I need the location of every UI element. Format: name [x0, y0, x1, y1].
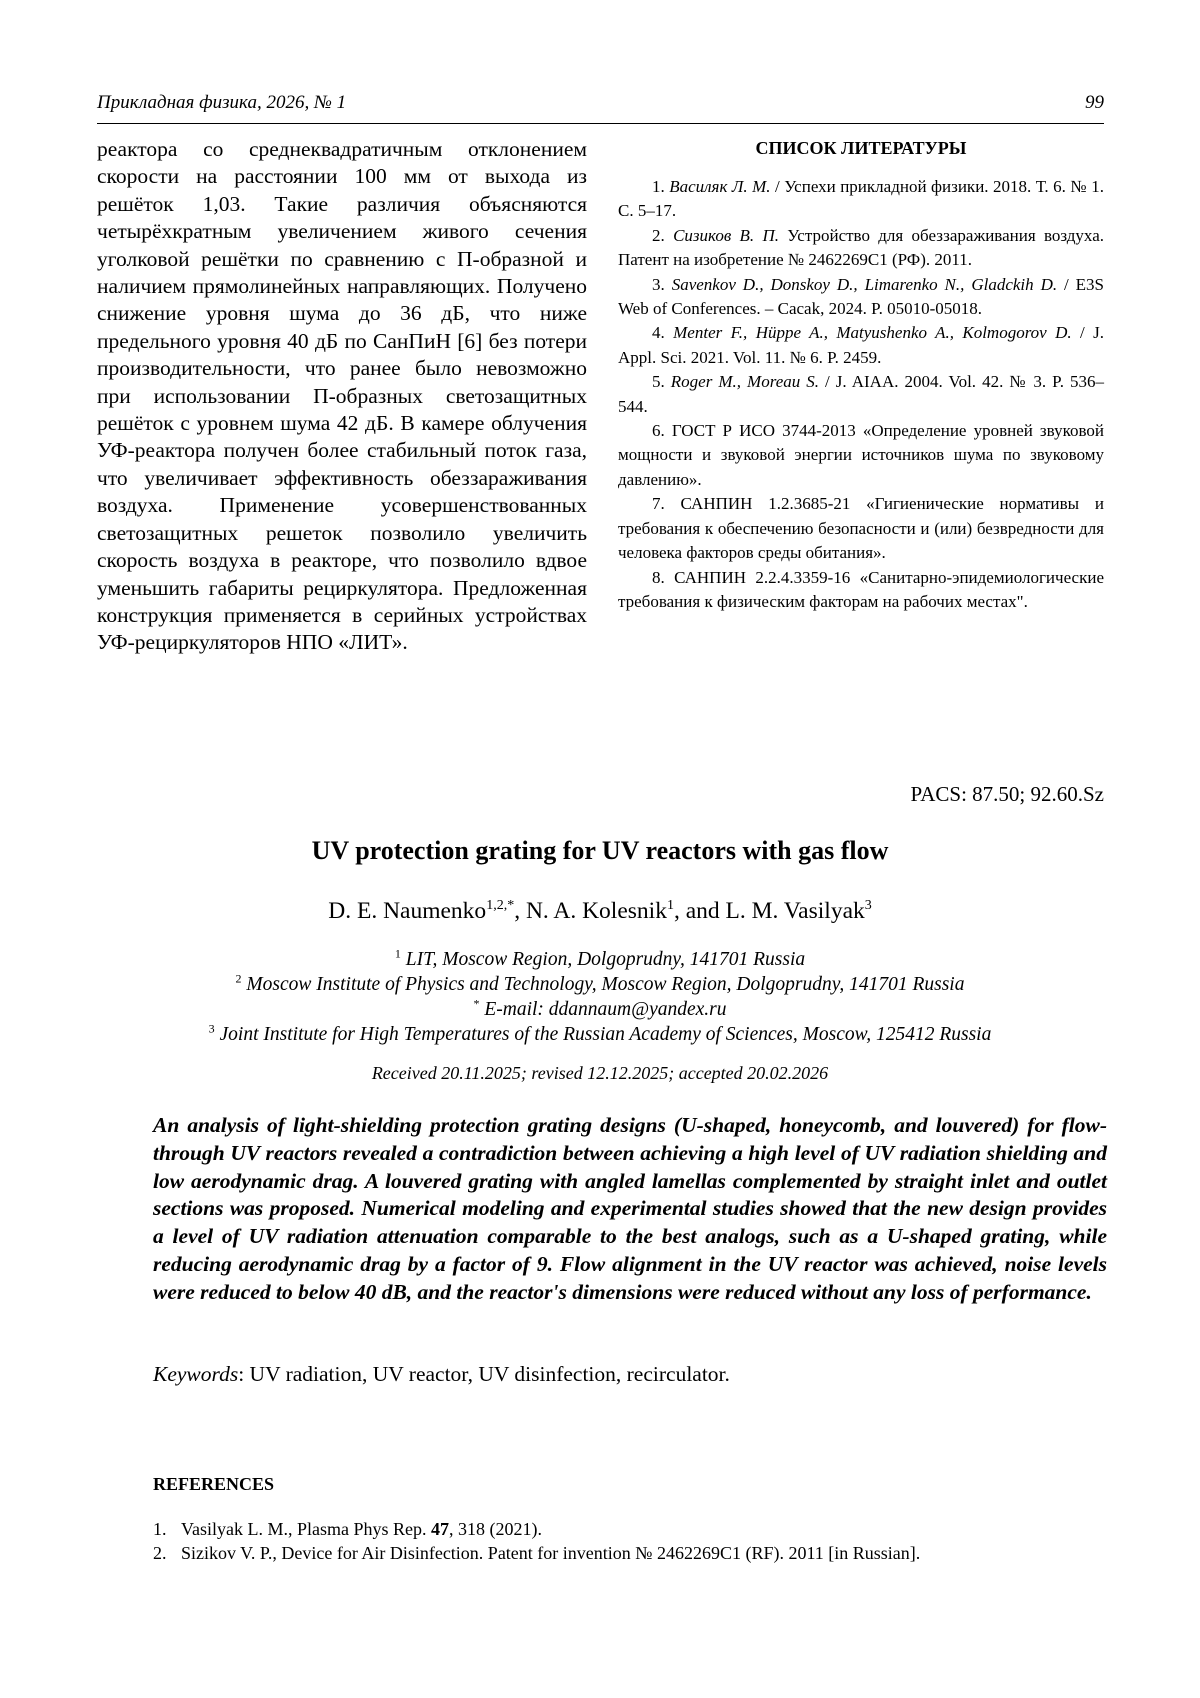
affiliation-email: * E-mail: ddannaum@yandex.ru — [473, 996, 727, 1020]
reference-item: 4. Menter F., Hüppe A., Matyushenko A., Kolmogorov D. / J. Appl. Sci. 2021. Vol. 11. № 6. P. 2459. — [618, 323, 1105, 367]
article-title: UV protection grating for UV reactors with gas flow — [311, 836, 889, 865]
reference-item: 1. Vasilyak L. M., Plasma Phys Rep. 47, 318 (2021). — [153, 1519, 542, 1539]
affiliations — [0, 947, 1200, 1047]
pacs-code: PACS: 87.50; 92.60.Sz — [910, 782, 1104, 806]
references-en — [153, 1474, 1107, 1565]
affiliation: $^2$ Moscow Institute of Physics and Technology, Moscow Region, Dolgoprudny, 141701 Russia — [235, 971, 965, 995]
body-paragraph: реактора со среднеквадратичным отклонением скорости на расстоянии 100 мм от выхода из решёток 1,03. Такие различия объясняются четырёхкратным увеличением живого сечения уголковой решётки по сравнению с П-образной и наличием прямолинейных направляющих. Получено снижение уровня шума до 36 дБ, что ниже предельного уровня 40 дБ по СанПиН [6] без потери производительности, что ранее было невозможно при использовании П-образных светозащитных решёток с уровнем шума 42 дБ. В камере облучения УФ-реактора получен более стабильный поток газа, что увеличивает эффективность обеззараживания воздуха. Применение усовершенствованных светозащитных решеток позволило увеличить скорость воздуха в реакторе, что позволило вдвое уменьшить габариты рециркулятора. Предложенная конструкция применяется в серийных устройствах УФ-рециркуляторов НПО «ЛИТ». — [97, 137, 587, 655]
author-list: D. E. Naumenko$^{1,2,*}$, N. A. Kolesnik$^1$, and L. M. Vasilyak$^3$ — [328, 898, 872, 924]
journal-name: Прикладная физика, 2026, № 1 — [97, 92, 347, 113]
received-dates: Received 20.11.2025; revised 12.12.2025; accepted 20.02.2026 — [371, 1063, 829, 1083]
keywords — [153, 1362, 1107, 1387]
reference-item: 1. Василяк Л. М. / Успехи прикладной физики. 2018. Т. 6. № 1. С. 5–17. — [618, 177, 1104, 221]
running-header — [97, 92, 1104, 114]
right-column — [618, 136, 1104, 614]
references-ru-list — [618, 175, 1104, 614]
references-en-heading: REFERENCES — [153, 1474, 275, 1494]
affiliation: $^3$ Joint Institute for High Temperatures of the Russian Academy of Sciences, Moscow, 125412 Russia — [208, 1021, 992, 1045]
page-number: 99 — [1085, 92, 1104, 113]
reference-item: 6. ГОСТ Р ИСО 3744-2013 «Определение уровней звуковой мощности и звуковой энергии источников шума по звуковому давлению». — [618, 421, 1104, 489]
abstract: An analysis of light-shielding protection grating designs (U-shaped, honeycomb, and louvered) for flow-through UV reactors revealed a contradiction between achieving a high level of UV radiation shielding and low aerodynamic drag. A louvered grating with angled lamellas complemented by straight inlet and outlet sections was proposed. Numerical modeling and experimental studies showed that the new design provides a level of UV radiation attenuation comparable to the best analogs, such as a U-shaped grating, while reducing aerodynamic drag by a factor of 9. Flow alignment in the UV reactor was achieved, noise levels were reduced to below 40 dB, and the reactor's dimensions were reduced without any loss of performance. — [153, 1113, 1107, 1304]
keywords-text: : UV radiation, UV reactor, UV disinfection, recirculator. — [238, 1362, 730, 1386]
reference-item: 8. САНПИН 2.2.4.3359-16 «Санитарно-эпидемиологические требования к физическим факторам на рабочих местах". — [618, 567, 1105, 611]
affiliation: $^1$ LIT, Moscow Region, Dolgoprudny, 141701 Russia — [394, 946, 806, 970]
reference-item: 2. Sizikov V. P., Device for Air Disinfection. Patent for invention № 2462269C1 (RF). 2011 [in Russian]. — [153, 1543, 921, 1563]
reference-item: 2. Сизиков В. П. Устройство для обеззараживания воздуха. Патент на изобретение № 2462269С1 (РФ). 2011. — [618, 225, 1104, 270]
references-ru-heading: СПИСОК ЛИТЕРАТУРЫ — [755, 138, 967, 158]
keywords-label: Keywords — [153, 1362, 239, 1386]
header-rule — [97, 123, 1104, 124]
left-column — [97, 136, 587, 657]
reference-item: 3. Savenkov D., Donskoy D., Limarenko N., Gladckih D. / E3S Web of Conferences. – Cacak, 2024. P. 05010-05018. — [618, 274, 1105, 319]
reference-item: 7. САНПИН 1.2.3685-21 «Гигиенические нормативы и требования к обеспечению безопасности и (или) безвредности для человека факторов среды обитания». — [618, 494, 1104, 563]
reference-item: 5. Roger M., Moreau S. / J. AIAA. 2004. Vol. 42. № 3. P. 536–544. — [618, 372, 1104, 416]
